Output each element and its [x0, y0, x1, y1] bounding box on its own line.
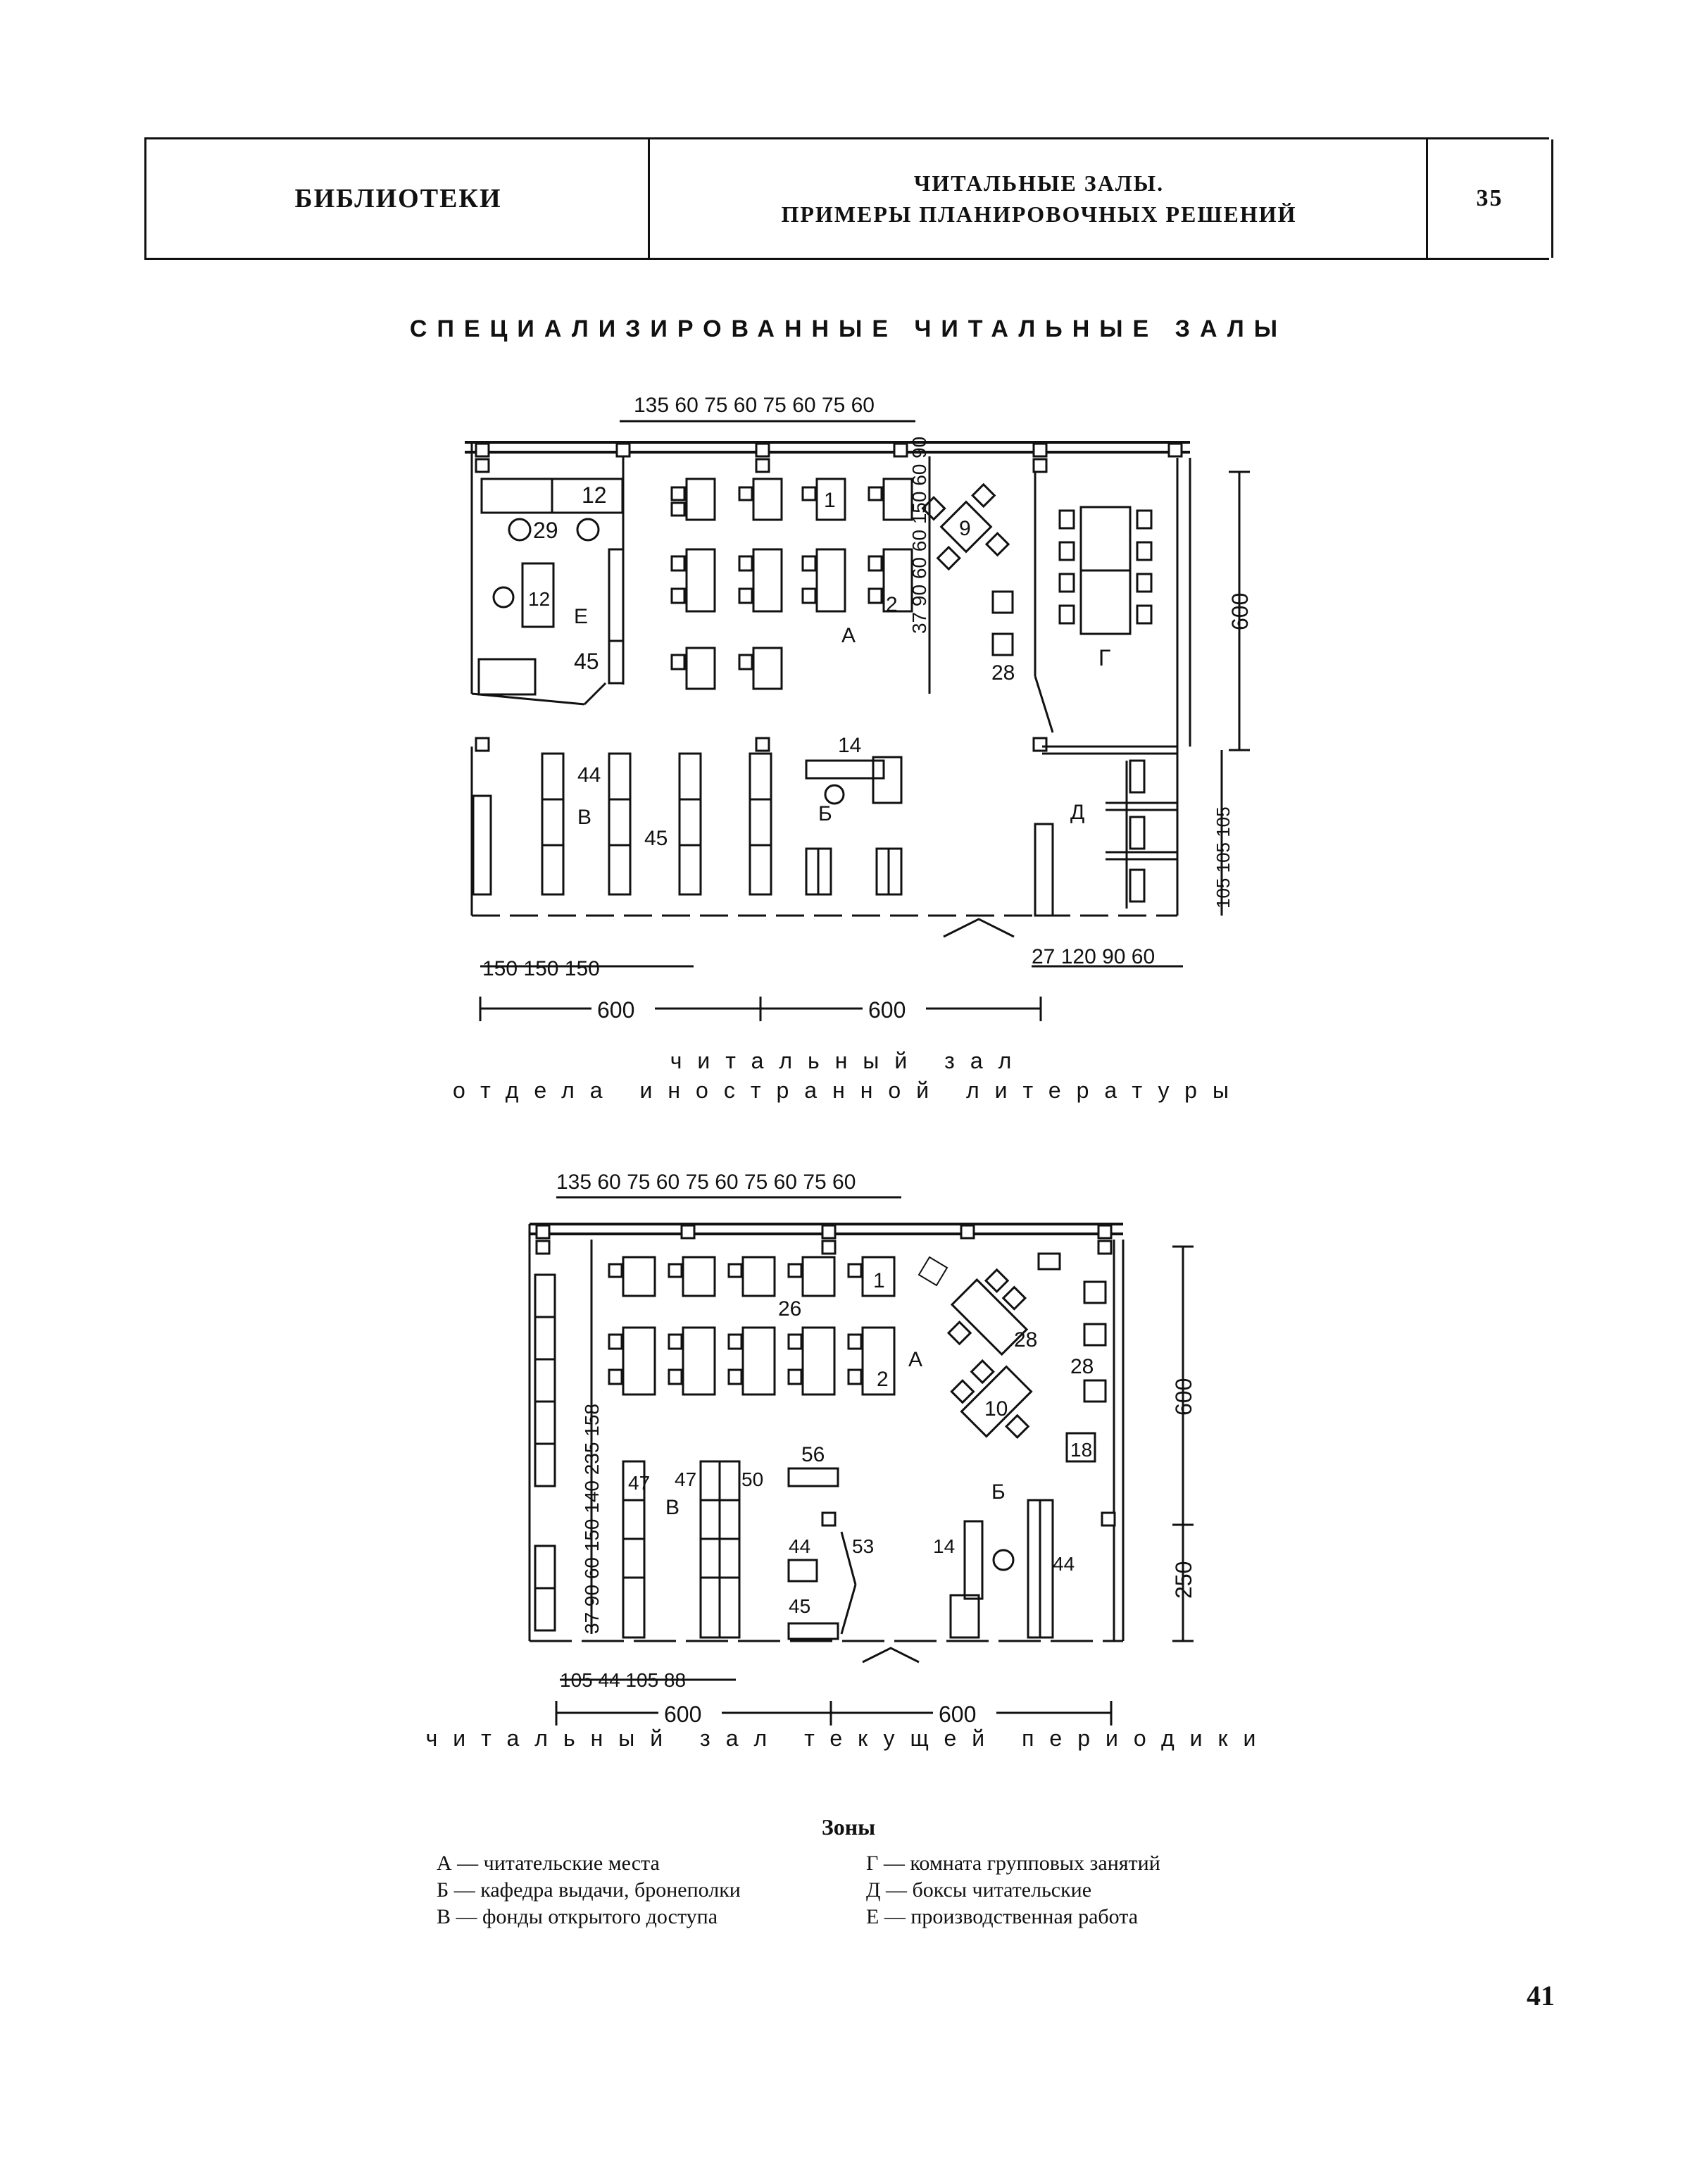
label-12b: 12	[528, 588, 551, 610]
label-29: 29	[533, 518, 558, 543]
reading-desks	[609, 1257, 894, 1394]
legend-item-v: В — фонды открытого доступа	[437, 1905, 718, 1928]
right-dimension-2: 250	[1171, 1561, 1196, 1599]
legend-item-a: А — читательские места	[437, 1852, 660, 1875]
zone-A: А	[908, 1348, 923, 1371]
bottom-total-right: 600	[868, 997, 906, 1023]
label-50: 50	[741, 1468, 764, 1490]
reading-boxes	[1106, 761, 1177, 909]
label-14: 14	[933, 1535, 956, 1557]
label-28a: 28	[1014, 1328, 1038, 1352]
label-9: 9	[959, 517, 971, 540]
vertical-dimensions: 37 90 60 60 150 60 90	[908, 436, 930, 634]
header-sheet-number: 35	[1426, 139, 1553, 258]
label-10: 10	[984, 1397, 1008, 1421]
plan1-caption-line2: отдела иностранной литературы	[453, 1078, 1244, 1103]
label-47a: 47	[628, 1472, 651, 1494]
top-dimensions: 135 60 75 60 75 60 75 60	[634, 394, 875, 417]
bottom-total-right: 600	[939, 1702, 977, 1727]
zones-legend	[437, 1814, 1260, 1930]
page-header	[144, 137, 1549, 260]
right-dimension: 600	[1227, 592, 1253, 630]
zone-D: Д	[1070, 801, 1085, 824]
bottom-dimensions-1: 150 150 150	[482, 957, 600, 980]
bottom-total-left: 600	[597, 997, 635, 1023]
legend-item-e: Е — производственная работа	[866, 1905, 1139, 1928]
legend-item-g: Г — комната групповых занятий	[866, 1852, 1160, 1875]
label-45a: 45	[574, 649, 599, 674]
floor-plan-foreign-literature	[0, 380, 1697, 1085]
left-dimensions: 37 90 60 150 140 235 158	[581, 1404, 603, 1634]
label-28: 28	[991, 661, 1015, 685]
legend-item-b: Б — кафедра выдачи, бронеполки	[437, 1878, 741, 1902]
top-dimensions: 135 60 75 60 75 60 75 60 75 60	[556, 1171, 856, 1194]
label-2: 2	[877, 1368, 889, 1391]
label-44a: 44	[789, 1535, 811, 1557]
label-18: 18	[1070, 1439, 1093, 1461]
header-title-line1: ЧИТАЛЬНЫЕ ЗАЛЫ.	[913, 170, 1165, 196]
zone-V: В	[577, 806, 592, 829]
bottom-total-left: 600	[664, 1702, 702, 1727]
header-title-line2: ПРИМЕРЫ ПЛАНИРОВОЧНЫХ РЕШЕНИЙ	[781, 201, 1297, 227]
label-45: 45	[789, 1595, 811, 1617]
zone-A: А	[841, 624, 856, 647]
legend-title: Зоны	[821, 1814, 876, 1840]
label-53: 53	[852, 1535, 875, 1557]
label-44: 44	[577, 763, 601, 787]
zone-V: В	[665, 1496, 680, 1519]
bottom-right-dimensions: 27 120 90 60	[1032, 945, 1156, 968]
page-number: 41	[1527, 1980, 1555, 2011]
floor-plan-periodicals	[0, 1155, 1697, 1754]
label-44b: 44	[1053, 1553, 1075, 1575]
bottom-dimensions-1: 105 44 105 88	[560, 1669, 687, 1691]
label-45b: 45	[644, 827, 668, 850]
label-28b: 28	[1070, 1355, 1094, 1378]
right-dimension-1: 600	[1171, 1378, 1196, 1416]
label-26: 26	[778, 1297, 802, 1321]
label-1: 1	[873, 1269, 885, 1292]
reading-desks	[672, 479, 912, 689]
legend-item-d: Д — боксы читательские	[866, 1878, 1092, 1902]
label-1: 1	[824, 489, 836, 512]
plan2-caption: читальный зал текущей периодики	[425, 1726, 1272, 1751]
plan1-caption-line1: читальный зал	[670, 1048, 1027, 1073]
label-12a: 12	[582, 482, 607, 508]
zone-B: Б	[991, 1480, 1006, 1504]
label-56: 56	[801, 1443, 825, 1466]
section-title: СПЕЦИАЛИЗИРОВАННЫЕ ЧИТАЛЬНЫЕ ЗАЛЫ	[409, 316, 1288, 342]
header-title	[648, 139, 1428, 258]
open-shelves	[473, 754, 771, 894]
label-14: 14	[838, 734, 862, 757]
zone-G: Г	[1098, 645, 1111, 670]
right-small-dimensions: 105 105 105	[1213, 806, 1234, 909]
label-47b: 47	[675, 1468, 697, 1490]
header-section: БИБЛИОТЕКИ	[144, 139, 650, 258]
label-2: 2	[886, 593, 898, 616]
zone-B: Б	[818, 802, 832, 825]
zone-E: Е	[574, 605, 589, 628]
